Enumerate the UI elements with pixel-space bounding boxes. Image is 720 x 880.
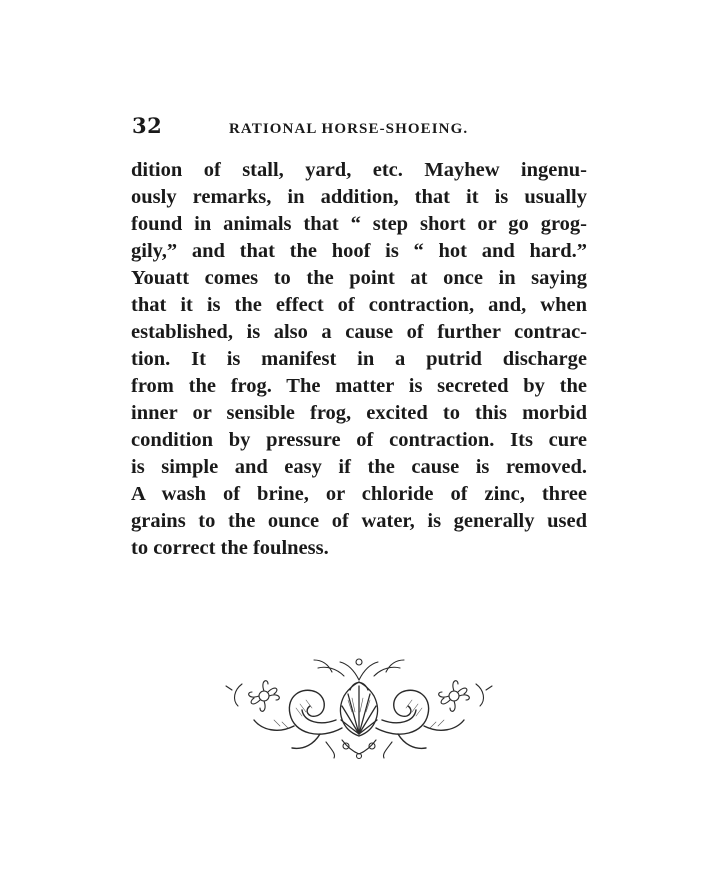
text-line: condition by pressure of contraction. Its cure	[131, 429, 587, 451]
text-line: A wash of brine, or chloride of zinc, three	[131, 483, 587, 505]
text-line: gily,” and that the hoof is “ hot and hard.”	[131, 240, 587, 262]
text-line: inner or sensible frog, excited to this morbid	[131, 402, 587, 424]
right-scroll	[376, 690, 464, 748]
tailpiece-ornament	[224, 650, 494, 762]
text-line: is simple and easy if the cause is removed.	[131, 456, 587, 478]
text-line: tion. It is manifest in a putrid discharge	[131, 348, 587, 370]
left-flower	[226, 681, 279, 712]
text-line: found in animals that “ step short or go grog-	[131, 213, 587, 235]
lower-flourish	[326, 740, 392, 759]
text-line: Youatt comes to the point at once in saying	[131, 267, 587, 289]
body-paragraph	[131, 157, 587, 562]
page-number: 32	[132, 113, 163, 138]
top-fronds	[314, 659, 404, 680]
text-line: dition of stall, yard, etc. Mayhew ingenu-	[131, 159, 587, 181]
left-scroll	[254, 690, 342, 748]
text-line: to correct the foulness.	[131, 537, 329, 559]
running-title: RATIONAL HORSE-SHOEING.	[229, 121, 469, 137]
text-line: from the frog. The matter is secreted by the	[131, 375, 587, 397]
text-line: grains to the ounce of water, is generally used	[131, 510, 587, 532]
center-shell	[340, 682, 377, 736]
text-line: ously remarks, in addition, that it is usually	[131, 186, 587, 208]
right-flower	[439, 681, 492, 712]
text-line: established, is also a cause of further contrac-	[131, 321, 587, 343]
text-line: that it is the effect of contraction, and, when	[131, 294, 587, 316]
